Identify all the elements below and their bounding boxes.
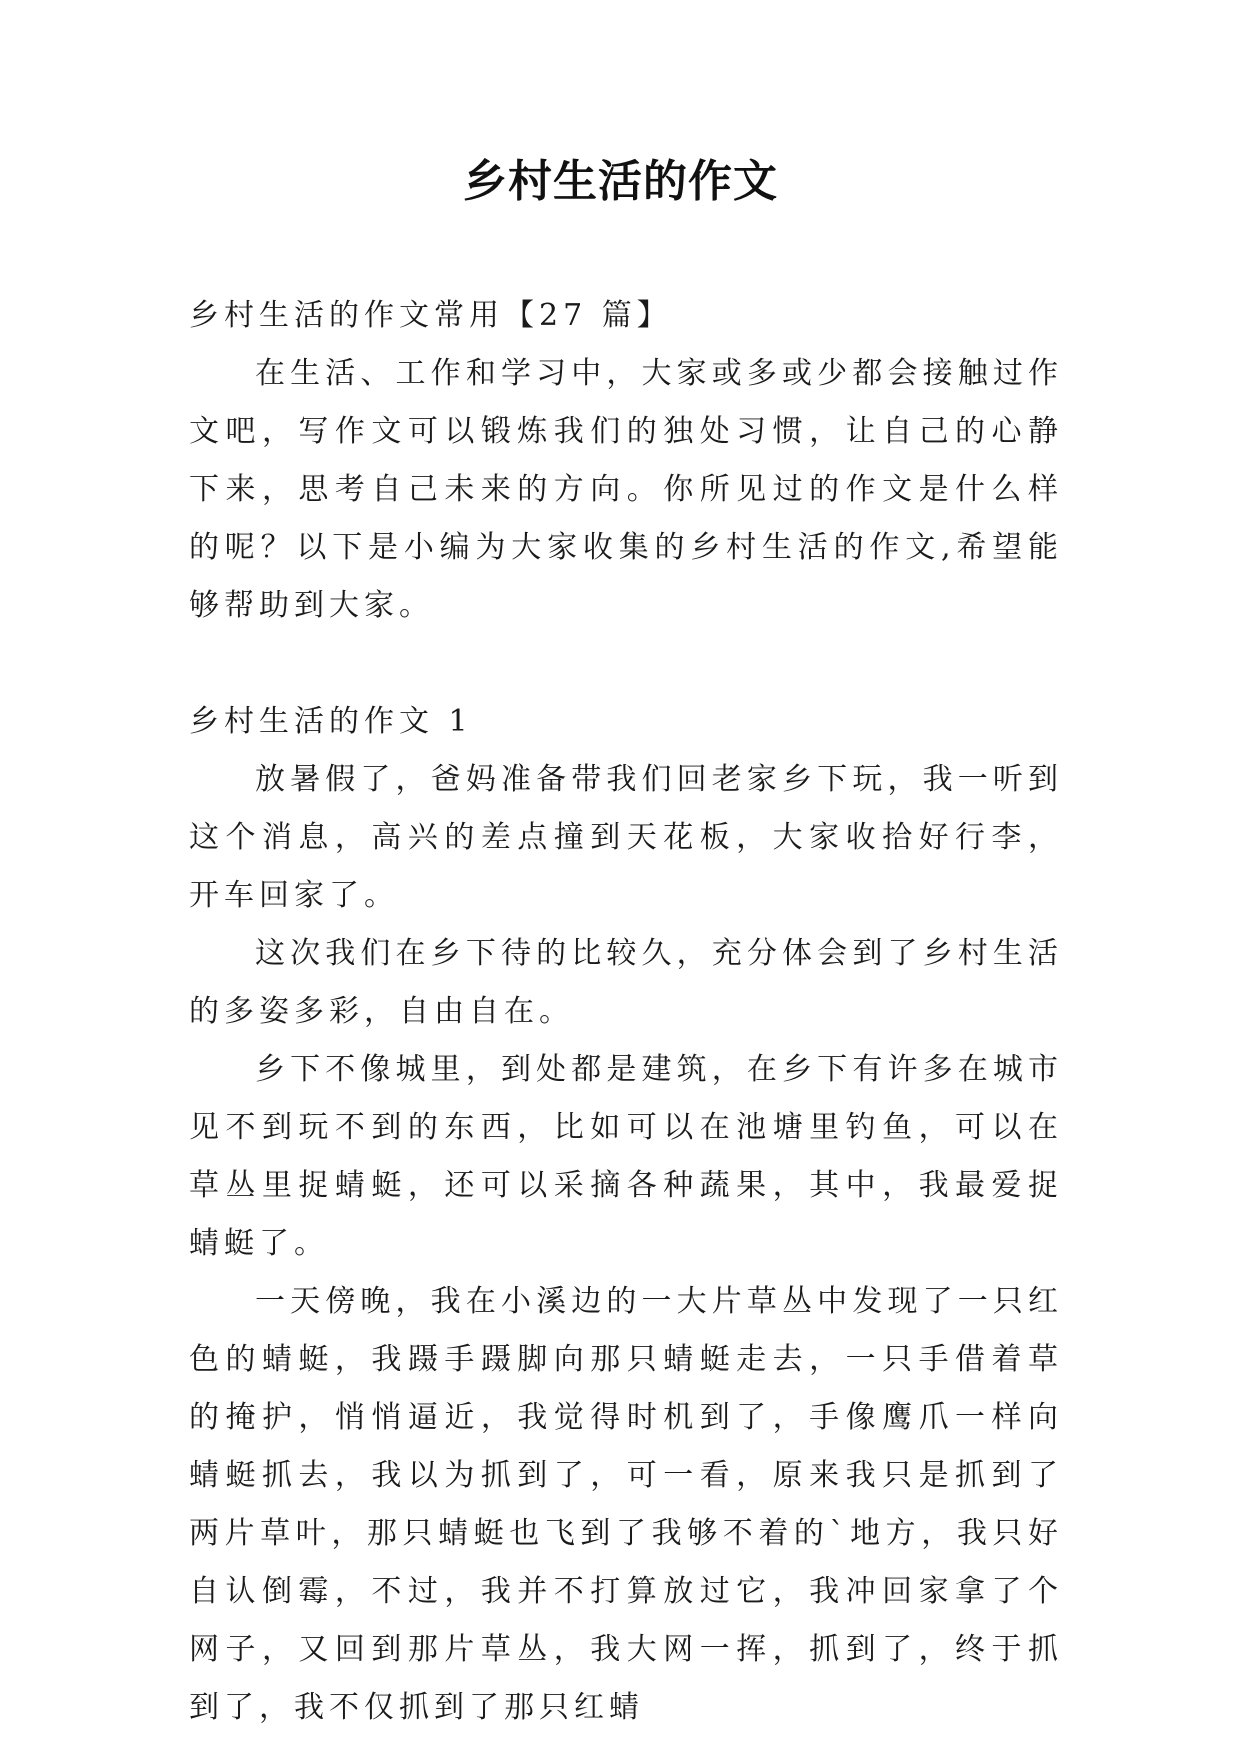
body-paragraph: 这次我们在乡下待的比较久，充分体会到了乡村生活的多姿多彩，自由自在。 bbox=[189, 936, 1063, 1029]
page-title: 乡村生活的作文 bbox=[463, 156, 778, 207]
body-paragraph: 乡下不像城里，到处都是建筑，在乡下有许多在城市见不到玩不到的东西，比如可以在池塘里钓鱼，可以在草丛里捉蜻蜓，还可以采摘各种蔬果，其中，我最爱捉蜻蜓了。 bbox=[189, 1052, 1063, 1261]
intro-paragraph: 在生活、工作和学习中，大家或多或少都会接触过作文吧，写作文可以锻炼我们的独处习惯，让自己的心静下来，思考自己未来的方向。你所见过的作文是什么样的呢？以下是小编为大家收集的乡村生活的作文,希望能够帮助到大家。 bbox=[189, 356, 1063, 623]
section-heading: 乡村生活的作文 1 bbox=[189, 704, 473, 739]
document-subtitle: 乡村生活的作文常用【27 篇】 bbox=[189, 298, 672, 333]
body-paragraph: 放暑假了，爸妈准备带我们回老家乡下玩，我一听到这个消息，高兴的差点撞到天花板，大家收拾好行李，开车回家了。 bbox=[189, 762, 1063, 913]
body-paragraph: 一天傍晚，我在小溪边的一大片草丛中发现了一只红色的蜻蜓，我蹑手蹑脚向那只蜻蜓走去，一只手借着草的掩护，悄悄逼近，我觉得时机到了，手像鹰爪一样向蜻蜓抓去，我以为抓到了，可一看，原来我只是抓到了两片草叶，那只蜻蜓也飞到了我够不着的`地方，我只好自认倒霉，不过，我并不打算放过它，我冲回家拿了个网子，又回到那片草丛，我大网一挥，抓到了，终于抓到了，我不仅抓到了那只红蜻 bbox=[189, 1284, 1063, 1725]
document-body bbox=[189, 287, 1063, 1737]
